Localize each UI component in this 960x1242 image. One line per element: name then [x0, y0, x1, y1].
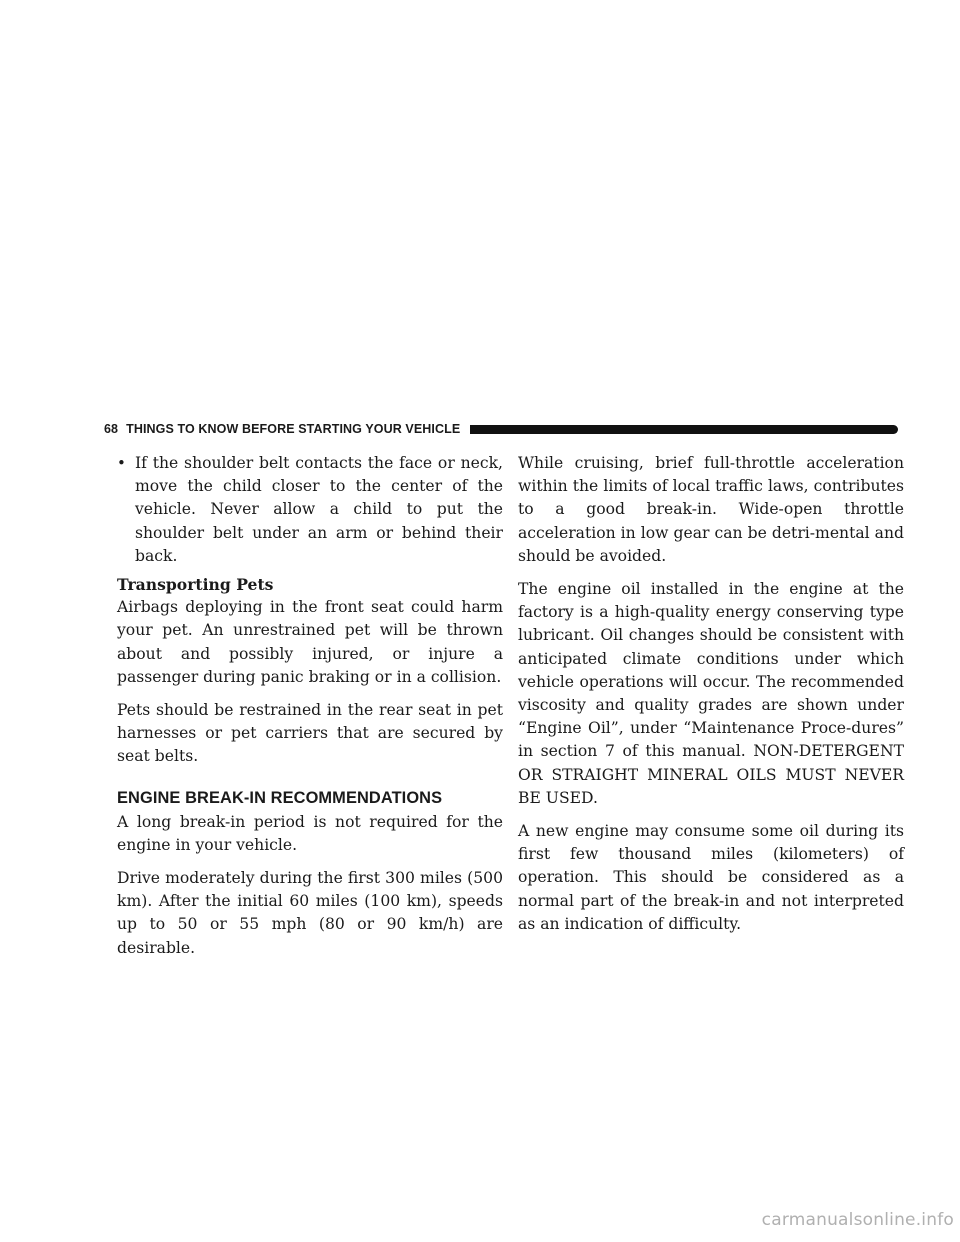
engine-oil-paragraph: The engine oil installed in the engine at the factory is a high-quality energy conserving type lubricant. Oil changes should be consistent with anticipated climate conditions under which vehicle operations will occur. The recommended viscosity and quality grades are shown under “Engine Oil”, under “Maintenance Proce-dures” in section 7 of this manual. NON-DETERGENT OR STRAIGHT MINERAL OILS MUST NEVER BE USED.	[518, 580, 904, 807]
running-head	[104, 419, 898, 439]
bullet-text: If the shoulder belt contacts the face or neck, move the child closer to the center of the vehicle. Never allow a child to put the shoulder belt under an arm or behind their back.	[135, 454, 503, 565]
breakin-paragraph-1: A long break-in period is not required for the engine in your vehicle.	[117, 812, 503, 854]
left-column	[117, 452, 503, 970]
breakin-paragraph-2: Drive moderately during the first 300 miles (500 km). After the initial 60 miles (100 km), speeds up to 50 or 55 mph (80 or 90 km/h) are desirable.	[117, 869, 503, 957]
oil-consumption-paragraph: A new engine may consume some oil during its first few thousand miles (kilometers) of operation. This should be considered as a normal part of the break-in and not interpreted as an indication of difficulty.	[518, 822, 904, 933]
cruising-paragraph: While cruising, brief full-throttle acceleration within the limits of local traffic laws, contributes to a good break-in. Wide-open throttle acceleration in low gear can be detri-mental and should be avoided.	[518, 454, 904, 565]
pets-subheading: Transporting Pets	[117, 575, 274, 595]
chapter-title: THINGS TO KNOW BEFORE STARTING YOUR VEHICLE	[126, 422, 461, 436]
bullet-dot-icon: •	[117, 454, 126, 472]
right-column	[518, 452, 904, 946]
header-rule	[470, 425, 898, 434]
pets-paragraph-1: Airbags deploying in the front seat could harm your pet. An unrestrained pet will be thrown about and possibly injured, or injure a passenger during panic braking or in a collision.	[117, 598, 503, 686]
section-heading: ENGINE BREAK-IN RECOMMENDATIONS	[117, 788, 443, 807]
watermark: carmanualsonline.info	[761, 1210, 954, 1230]
pets-paragraph-2: Pets should be restrained in the rear seat in pet harnesses or pet carriers that are secured by seat belts.	[117, 701, 503, 766]
bullet-item	[117, 452, 503, 568]
page-number: 68	[104, 422, 119, 436]
